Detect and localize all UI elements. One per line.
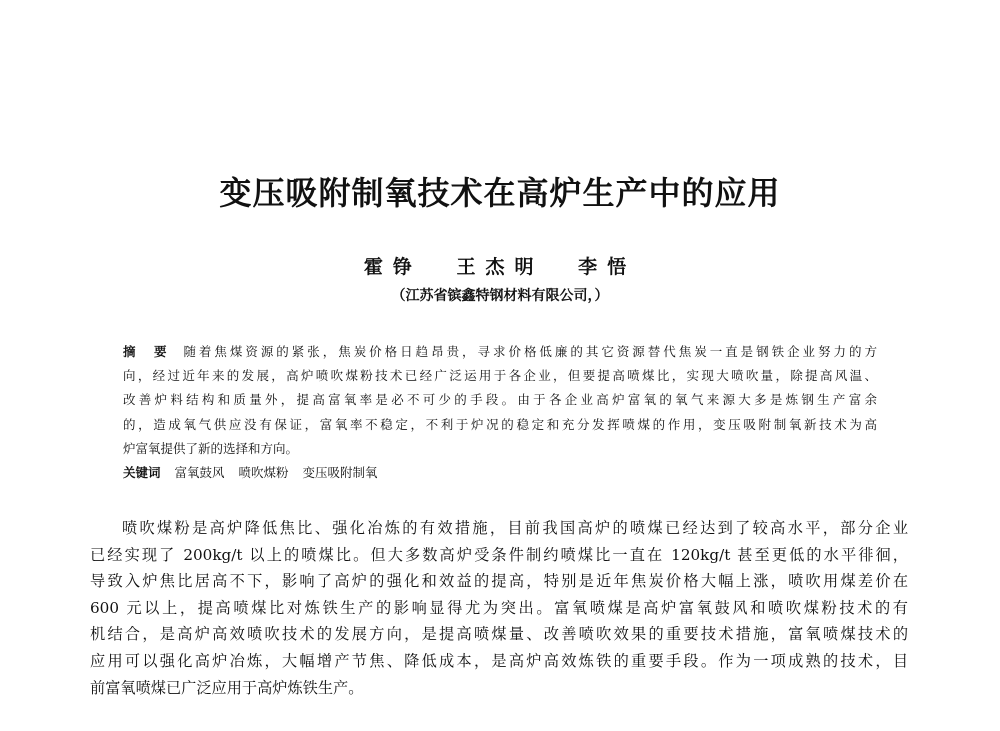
keyword: 喷吹煤粉 (238, 464, 289, 480)
keywords (123, 461, 877, 485)
abstract-line: 改善炉料结构和质量外，提高富氧率是必不可少的手段。由于各企业高炉富氧的氧气来源大多是炼钢生产富余 (123, 392, 877, 408)
body-line: 导致入炉焦比居高不下，影响了高炉的强化和效益的提高，特别是近年焦炭价格大幅上涨，喷吹用煤差价在 (90, 572, 908, 591)
keyword: 变压吸附制氧 (302, 464, 378, 480)
body-line: 已经实现了 200kg/t 以上的喷煤比。但大多数高炉受条件制约喷煤比一直在 120kg/t 甚至更低的水平徘徊， (90, 545, 908, 564)
body-line: 喷吹煤粉是高炉降低焦比、强化冶炼的有效措施，目前我国高炉的喷煤已经达到了较高水平，部分企业 (122, 519, 908, 537)
abstract-line: 的，造成氧气供应没有保证，富氧率不稳定，不利于炉况的稳定和充分发挥喷煤的作用，变压吸附制氧新技术为高 (123, 416, 877, 432)
body-paragraph (90, 515, 908, 701)
abstract-label: 摘 要 (123, 344, 170, 359)
affiliation: （江苏省镔鑫特钢材料有限公司，） (391, 288, 609, 304)
abstract-line: 炉富氧提供了新的选择和方向。 (123, 440, 299, 456)
body-line: 前富氧喷煤已广泛应用于高炉炼铁生产。 (90, 678, 364, 697)
authors (0, 252, 1000, 279)
abstract-line (123, 340, 877, 364)
keyword: 富氧鼓风 (174, 464, 225, 480)
paper-title: 变压吸附制氧技术在高炉生产中的应用 (219, 174, 781, 212)
author-name: 李悟 (578, 256, 637, 278)
body-line: 应用可以强化高炉冶炼，大幅增产节焦、降低成本，是高炉高效炼铁的重要手段。作为一项成熟的技术，目 (90, 651, 908, 670)
author-name: 霍铮 (363, 256, 422, 278)
body-line: 机结合，是高炉高效喷吹技术的发展方向，是提高喷煤量、改善喷吹效果的重要技术措施，富氧喷煤技术的 (90, 625, 908, 644)
abstract-line: 向，经过近年来的发展，高炉喷吹煤粉技术已经广泛运用于各企业，但要提高喷煤比，实现大喷吹量，除提高风温、 (123, 368, 877, 384)
abstract-text: 随着焦煤资源的紧张，焦炭价格日趋昂贵，寻求价格低廉的其它资源替代焦炭一直是钢铁企业努力的方 (183, 344, 877, 359)
body-line: 600 元以上，提高喷煤比对炼铁生产的影响显得尤为突出。富氧喷煤是高炉富氧鼓风和喷吹煤粉技术的有 (90, 598, 908, 617)
abstract (123, 340, 877, 485)
author-name: 王杰明 (456, 256, 544, 278)
keywords-label: 关键词 (123, 464, 161, 480)
